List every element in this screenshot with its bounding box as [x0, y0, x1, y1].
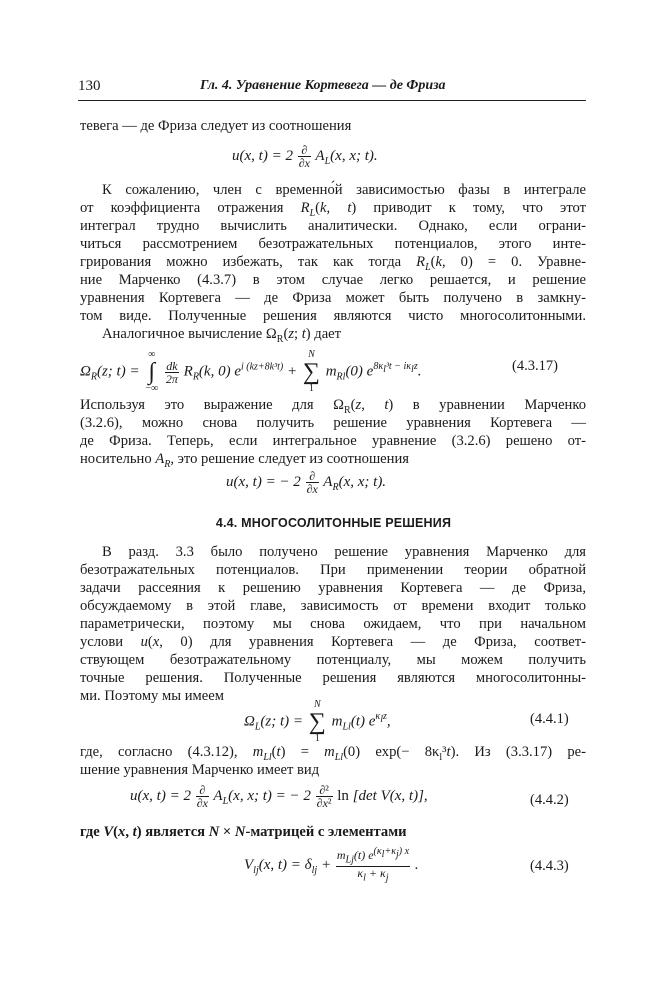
equation-4-4-2: u(x, t) = 2 $\frac{\partial}{\partial x}$ $A_L(x$, x; t) = − 2 $\frac{\text{∂²}}{\text{∂x²}}$ ln [det V(x, t)], — [130, 783, 428, 810]
paragraph-1-line: интеграл трудно вычислить аналитически. Однако, если ограни- — [80, 218, 586, 234]
paragraph-3-line: де Фриза. Теперь, если интегральное уравнение (3.2.6) решено от- — [80, 433, 586, 449]
paragraph-4-line: задачи рассеяния к решению уравнения Кортевега — де Фриза, — [80, 580, 586, 596]
paragraph-4-line: безотражательных потенциалов. При применении теории обратной — [80, 562, 586, 578]
paragraph-2-line: Аналогичное вычисление $\Omega_R(z$; t) дает — [102, 326, 342, 345]
paragraph-4-line: параметрически, поэтому мы снова ожидаем, что при начальном — [80, 616, 586, 632]
paragraph-1-line: уравнения Кортевега — де Фриза может быть получено в замкну- — [80, 290, 586, 306]
section-heading: 4.4. МНОГОСОЛИТОННЫЕ РЕШЕНИЯ — [215, 516, 452, 530]
equation-a: u(x, t) = 2 $\frac{\partial}{\partial x}$ $A_L(x$, x; t). — [232, 143, 378, 170]
running-title: Гл. 4. Уравнение Кортевега — де Фриза — [200, 78, 446, 93]
paragraph-4-line: В разд. 3.3 было получено решение уравнения Марченко для — [102, 544, 586, 560]
paragraph-4-line: ми. Поэтому мы имеем — [80, 688, 224, 704]
paragraph-3-line: носительно $A_R$, это решение следует из соотношения — [80, 451, 409, 470]
equation-b: u(x, t) = − 2 $\frac{\partial}{\partial x}$ $A_R(x$, x; t). — [226, 469, 387, 496]
paragraph-1-line: читься рассмотрением безотражательных потенциалов, этого инте- — [80, 236, 586, 252]
paragraph-1-line: К сожалению, член с временно́й зависимостью фазы в интеграле — [102, 182, 586, 198]
paragraph-1-line: ние Марченко (4.3.7) в этом случае легко решается, и решение — [80, 272, 586, 288]
paragraph-5-line: где, согласно (4.3.12), $m_{Ll}(t) = m_{Ll}(0)$ $\exp(- 8\kappa_l^3t)$. Из (3.3.17) ре- — [80, 744, 586, 763]
equation-4-3-17: $\Omega_R(z$; t) = ∞ ∫ −∞ $\frac{dk}{2\pi}$ $R_R(k$, 0) $e^{i (kz+8k^3t)}$ + N ∑ 1 $m_{Rl}(0)$ $e^{8\kappa_l^3t - i\kappa_lz}$. — [80, 349, 422, 394]
equation-4-4-3: $V_{lj}(x$, $t) = \delta_{lj}$ + $\frac{m_{Lj}(t) e^{(\kappa_l+\kappa_j) x}}{\kappa_l + \kappa_j}$ . — [244, 846, 419, 884]
paragraph-4-line: услови u(x, 0) для уравнения Кортевега — де Фриза, соответ- — [80, 634, 587, 650]
text-line: тевега — де Фриза следует из соотношения — [80, 118, 352, 134]
page-number: 130 — [78, 78, 101, 94]
paragraph-1-line: от коэффициента отражения $R_L(k$, t) приводит к тому, что этот — [80, 200, 586, 219]
equation-4-4-1: $\Omega_L(z$; t) = N ∑ 1 $m_{Ll}(t)$ $e^{\kappa_lz}$, — [244, 699, 391, 744]
paragraph-1-line: грирования можно избежать, так как тогда $R_L(k$, 0) = 0. Уравне- — [80, 254, 586, 273]
paragraph-4-line: точные решения. Полученные решения являются многосолитонны- — [80, 670, 586, 686]
equation-number: (4.4.3) — [530, 858, 569, 874]
paragraph-3-line: (3.2.6), можно снова получить решение уравнения Кортевега — — [80, 415, 586, 431]
paragraph-4-line: ствующем безотражательному потенциалу, мы можем получить — [80, 652, 586, 668]
equation-number: (4.3.17) — [512, 358, 558, 374]
paragraph-1-line: том виде. Полученные решения являются чисто многосолитонными. — [80, 308, 586, 324]
paragraph-4-line: обсуждаемому в этой главе, зависимость от времени входит только — [80, 598, 586, 614]
equation-number: (4.4.2) — [530, 792, 569, 808]
header-rule — [78, 100, 586, 101]
paragraph-6-line: где V(x, t) является N × N-матрицей с элементами — [80, 824, 407, 840]
paragraph-3-line: Используя это выражение для $\Omega_R(z$, t) в уравнении Марченко — [80, 397, 587, 416]
paragraph-5-line: шение уравнения Марченко имеет вид — [80, 762, 320, 778]
equation-number: (4.4.1) — [530, 711, 569, 727]
